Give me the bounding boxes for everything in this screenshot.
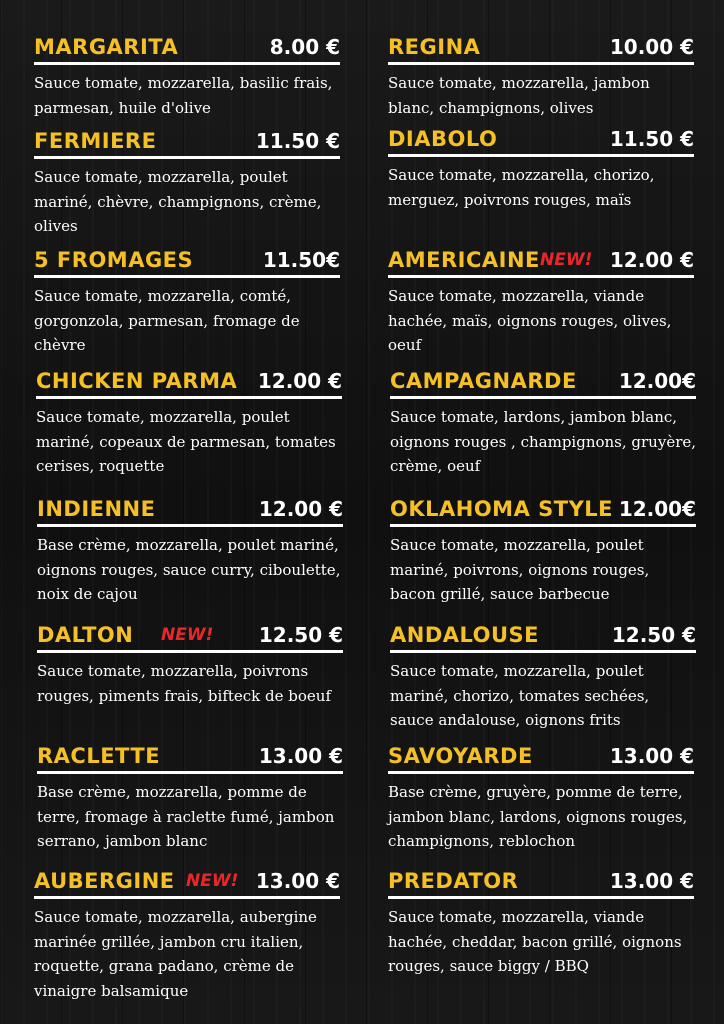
item-name: PREDATOR <box>388 869 519 893</box>
item-name: DIABOLO <box>388 127 498 151</box>
item-name: ANDALOUSE <box>390 623 540 647</box>
item-header <box>390 620 696 653</box>
menu-item-regina <box>388 32 694 120</box>
item-price: 13.00 € <box>255 869 340 893</box>
menu-item-americaine <box>388 245 694 358</box>
menu-item-margarita <box>34 32 340 120</box>
item-name: CHICKEN PARMA <box>36 369 238 393</box>
new-badge: NEW! <box>540 250 593 270</box>
item-price: 13.00 € <box>609 744 694 768</box>
menu-item-chicken-parma <box>36 366 342 479</box>
item-header <box>388 866 694 899</box>
item-name: RACLETTE <box>37 744 161 768</box>
item-name: AMERICAINE <box>388 248 540 272</box>
item-description: Sauce tomate, mozzarella, aubergine marinée grillée, jambon cru italien, roquette, grana padano, crème de vinaigre balsamique <box>34 908 317 1000</box>
item-price: 12.00 € <box>609 248 694 272</box>
item-description: Sauce tomate, mozzarella, poulet mariné, poivrons, oignons rouges, bacon grillé, sauce barbecue <box>390 536 650 603</box>
item-price: 13.00 € <box>258 744 343 768</box>
item-description: Sauce tomate, mozzarella, chorizo, merguez, poivrons rouges, maïs <box>388 166 655 209</box>
menu-item-predator <box>388 866 694 979</box>
item-name: FERMIERE <box>34 129 157 153</box>
item-price: 12.00 € <box>258 497 343 521</box>
item-description: Sauce tomate, mozzarella, poivrons rouges, piments frais, bifteck de boeuf <box>37 662 332 705</box>
item-price: 12.00€ <box>618 369 696 393</box>
item-price: 12.50 € <box>258 623 343 647</box>
item-name: DALTON <box>37 623 134 647</box>
item-name: MARGARITA <box>34 35 179 59</box>
item-header <box>34 866 340 899</box>
item-price: 13.00 € <box>609 869 694 893</box>
menu-item-savoyarde <box>388 741 694 854</box>
item-price: 11.50 € <box>255 129 340 153</box>
item-name: INDIENNE <box>37 497 156 521</box>
item-header <box>388 741 694 774</box>
item-description: Sauce tomate, mozzarella, poulet mariné, copeaux de parmesan, tomates cerises, roquette <box>36 408 336 475</box>
item-description: Base crème, mozzarella, poulet mariné, oignons rouges, sauce curry, ciboulette, noix de cajou <box>37 536 341 603</box>
item-description: Base crème, gruyère, pomme de terre, jambon blanc, lardons, oignons rouges, champignons, reblochon <box>388 783 688 850</box>
item-name: 5 FROMAGES <box>34 248 194 272</box>
item-price: 11.50€ <box>262 248 340 272</box>
item-header <box>388 32 694 65</box>
menu-item-raclette <box>37 741 343 854</box>
item-name: OKLAHOMA STYLE <box>390 497 614 521</box>
item-name: CAMPAGNARDE <box>390 369 577 393</box>
item-price: 10.00 € <box>609 35 694 59</box>
item-header <box>390 366 696 399</box>
item-header <box>388 124 694 157</box>
item-description: Sauce tomate, mozzarella, viande hachée, maïs, oignons rouges, olives, oeuf <box>388 287 672 354</box>
item-header <box>34 245 340 278</box>
item-name: AUBERGINE <box>34 869 175 893</box>
item-name: REGINA <box>388 35 481 59</box>
item-price: 12.00 € <box>257 369 342 393</box>
menu-item-campagnarde <box>390 366 696 479</box>
new-badge: NEW! <box>161 625 214 645</box>
item-header <box>390 494 696 527</box>
item-header <box>36 366 342 399</box>
item-header <box>34 32 340 65</box>
item-header <box>37 494 343 527</box>
item-price: 12.50 € <box>611 623 696 647</box>
item-price: 11.50 € <box>609 127 694 151</box>
item-header <box>34 126 340 159</box>
menu-item-diabolo <box>388 124 694 212</box>
menu-item-indienne <box>37 494 343 607</box>
item-price: 8.00 € <box>269 35 340 59</box>
menu-item-dalton <box>37 620 343 708</box>
menu-item-oklahoma-style <box>390 494 696 607</box>
item-description: Base crème, mozzarella, pomme de terre, fromage à raclette fumé, jambon serrano, jambon blanc <box>37 783 335 850</box>
menu-item-aubergine <box>34 866 340 1003</box>
menu-item-5-fromages <box>34 245 340 358</box>
new-badge: NEW! <box>186 871 239 891</box>
item-description: Sauce tomate, mozzarella, jambon blanc, champignons, olives <box>388 74 650 117</box>
item-header <box>37 620 343 653</box>
item-description: Sauce tomate, mozzarella, basilic frais, parmesan, huile d'olive <box>34 74 333 117</box>
menu-item-andalouse <box>390 620 696 733</box>
item-header <box>388 245 694 278</box>
menu-item-fermiere <box>34 126 340 239</box>
item-header <box>37 741 343 774</box>
item-name: SAVOYARDE <box>388 744 533 768</box>
item-description: Sauce tomate, mozzarella, poulet mariné, chèvre, champignons, crème, olives <box>34 168 322 235</box>
item-price: 12.00€ <box>618 497 696 521</box>
item-description: Sauce tomate, mozzarella, viande hachée, cheddar, bacon grillé, oignons rouges, sauce biggy / BBQ <box>388 908 682 975</box>
item-description: Sauce tomate, lardons, jambon blanc, oignons rouges , champignons, gruyère, crème, oeuf <box>390 408 697 475</box>
item-description: Sauce tomate, mozzarella, comté, gorgonzola, parmesan, fromage de chèvre <box>34 287 300 354</box>
item-description: Sauce tomate, mozzarella, poulet mariné, chorizo, tomates sechées, sauce andalouse, oignons frits <box>390 662 650 729</box>
